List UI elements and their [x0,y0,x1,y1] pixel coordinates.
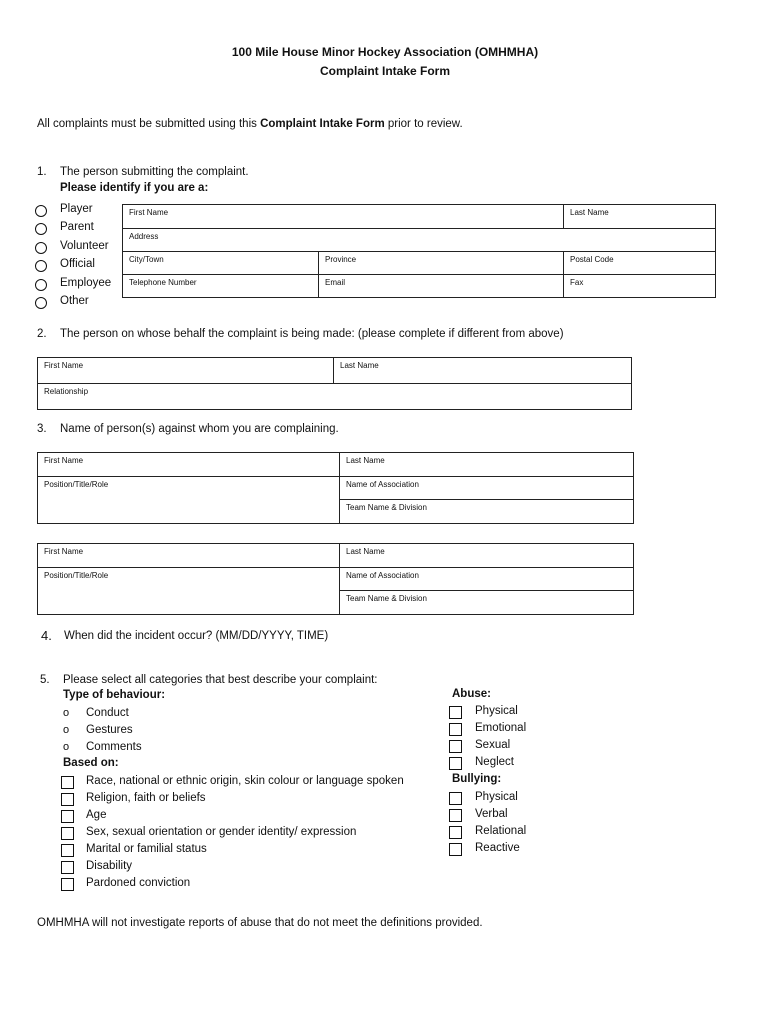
based-on-heading: Based on: [63,757,119,769]
role-label-volunteer: Volunteer [60,240,109,252]
role-label-official: Official [60,258,95,270]
based-on-religion-label: Religion, faith or beliefs [86,792,206,804]
based-on-religion-checkbox[interactable] [61,793,74,806]
respondent2-first-name-field[interactable]: First Name [38,544,340,568]
abuse-sexual-label: Sexual [475,739,511,751]
based-on-sex-checkbox[interactable] [61,827,74,840]
abuse-heading: Abuse: [452,688,491,700]
submitter-telephone-field[interactable]: Telephone Number [123,275,319,298]
intro-prefix: All complaints must be submitted using this [37,118,261,130]
respondent1-team-field[interactable]: Team Name & Division [340,500,634,524]
bullying-verbal-checkbox[interactable] [449,809,462,822]
behalf-last-name-field[interactable]: Last Name [334,358,632,384]
abuse-neglect-label: Neglect [475,756,514,768]
section4-text: When did the incident occur? (MM/DD/YYYY, TIME) [64,630,329,642]
intro-text [37,118,463,130]
section1-number: 1. [37,166,47,178]
bullying-reactive-label: Reactive [475,842,520,854]
respondent2-last-name-field[interactable]: Last Name [340,544,634,568]
based-on-marital-checkbox[interactable] [61,844,74,857]
based-on-race-checkbox[interactable] [61,776,74,789]
role-label-other: Other [60,295,89,307]
based-on-age-checkbox[interactable] [61,810,74,823]
submitter-email-field[interactable]: Email [319,275,564,298]
section1-subtext: Please identify if you are a: [60,182,209,194]
role-radio-parent[interactable] [35,223,47,235]
based-on-pardoned-label: Pardoned conviction [86,877,191,889]
respondent1-first-name-field[interactable]: First Name [38,453,340,477]
abuse-physical-label: Physical [475,705,518,717]
submitter-first-name-field[interactable]: First Name [123,205,564,229]
submitter-last-name-field[interactable]: Last Name [564,205,716,229]
abuse-neglect-checkbox[interactable] [449,757,462,770]
role-label-employee: Employee [60,277,112,289]
respondent2-association-field[interactable]: Name of Association [340,568,634,591]
behalf-info-table [37,357,632,410]
submitter-fax-field[interactable]: Fax [564,275,716,298]
bullying-relational-checkbox[interactable] [449,826,462,839]
section2-text: The person on whose behalf the complaint is being made: (please complete if different from above) [60,328,564,340]
behaviour-comments: Comments [86,741,142,753]
role-label-parent: Parent [60,221,94,233]
respondent-table-2 [37,543,634,615]
behaviour-bullet: o [63,741,70,753]
respondent1-association-field[interactable]: Name of Association [340,477,634,500]
abuse-physical-checkbox[interactable] [449,706,462,719]
based-on-marital-label: Marital or familial status [86,843,207,855]
footer-note: OMHMHA will not investigate reports of abuse that do not meet the definitions provided. [37,917,483,929]
bullying-physical-checkbox[interactable] [449,792,462,805]
abuse-emotional-label: Emotional [475,722,527,734]
section1-text: The person submitting the complaint. [60,166,249,178]
bullying-reactive-checkbox[interactable] [449,843,462,856]
submitter-province-field[interactable]: Province [319,252,564,275]
intro-bold: Complaint Intake Form [260,118,385,130]
bullying-verbal-label: Verbal [475,808,508,820]
based-on-disability-label: Disability [86,860,133,872]
behalf-first-name-field[interactable]: First Name [38,358,334,384]
bullying-heading: Bullying: [452,773,502,785]
respondent2-team-field[interactable]: Team Name & Division [340,591,634,615]
submitter-address-field[interactable]: Address [123,229,716,252]
based-on-race-label: Race, national or ethnic origin, skin colour or language spoken [86,775,404,787]
role-label-player: Player [60,203,93,215]
abuse-emotional-checkbox[interactable] [449,723,462,736]
bullying-physical-label: Physical [475,791,518,803]
section2-number: 2. [37,328,47,340]
respondent1-position-field[interactable]: Position/Title/Role [38,477,340,524]
respondent-table-1 [37,452,634,524]
submitter-city-field[interactable]: City/Town [123,252,319,275]
based-on-age-label: Age [86,809,107,821]
behaviour-heading: Type of behaviour: [63,689,166,701]
section5-text: Please select all categories that best describe your complaint: [63,674,378,686]
respondent2-position-field[interactable]: Position/Title/Role [38,568,340,615]
submitter-postal-code-field[interactable]: Postal Code [564,252,716,275]
based-on-disability-checkbox[interactable] [61,861,74,874]
bullying-relational-label: Relational [475,825,527,837]
form-subtitle: Complaint Intake Form [319,64,450,78]
behalf-relationship-field[interactable]: Relationship [38,384,632,410]
role-radio-official[interactable] [35,260,47,272]
form-title: 100 Mile House Minor Hockey Association (OMHMHA) [231,45,539,59]
based-on-pardoned-checkbox[interactable] [61,878,74,891]
behaviour-gestures: Gestures [86,724,133,736]
section3-number: 3. [37,423,47,435]
based-on-sex-label: Sex, sexual orientation or gender identity/ expression [86,826,357,838]
behaviour-bullet: o [63,707,70,719]
section3-text: Name of person(s) against whom you are complaining. [60,423,339,435]
role-radio-employee[interactable] [35,279,47,291]
behaviour-conduct: Conduct [86,707,129,719]
behaviour-bullet: o [63,724,70,736]
role-radio-volunteer[interactable] [35,242,47,254]
submitter-info-table [122,204,716,298]
role-radio-player[interactable] [35,205,47,217]
section5-number: 5. [40,674,50,686]
role-radio-other[interactable] [35,297,47,309]
section4-number: 4. [41,628,52,643]
intro-suffix: prior to review. [384,118,463,130]
abuse-sexual-checkbox[interactable] [449,740,462,753]
respondent1-last-name-field[interactable]: Last Name [340,453,634,477]
